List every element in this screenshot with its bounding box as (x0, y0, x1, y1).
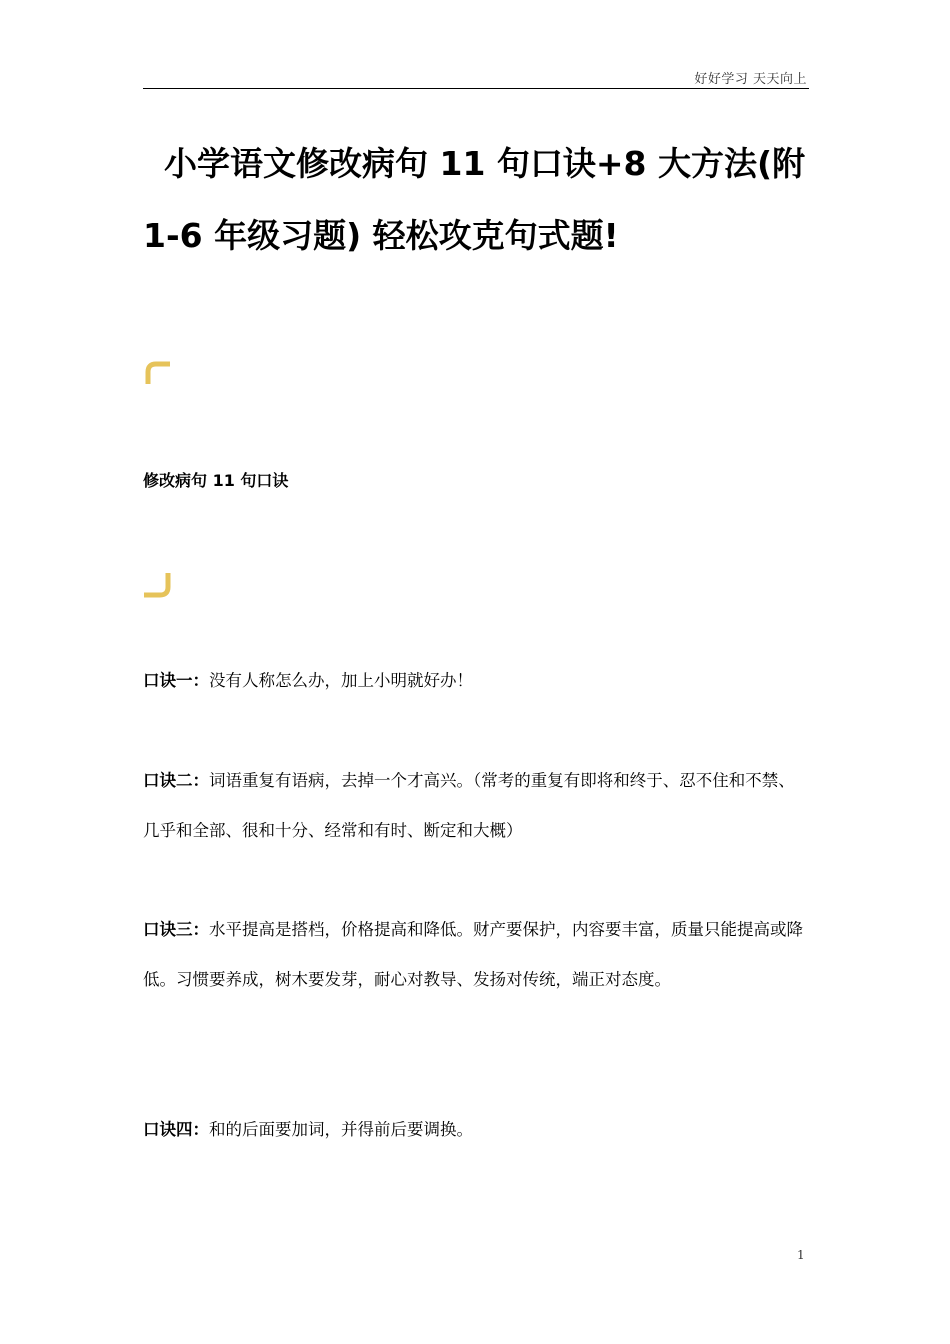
rule-paragraph-4 (143, 1105, 809, 1155)
rule-label-1: 口诀一： (143, 671, 209, 690)
page-title: 小学语文修改病句 11 句口诀+8 大方法(附 1-6 年级习题) 轻松攻克句式题! (143, 144, 806, 255)
corner-bracket-bottom-right-icon (144, 573, 172, 601)
rule-text-1: 没有人称怎么办，加上小明就好办！ (209, 671, 473, 690)
rule-text-3: 水平提高是搭档，价格提高和降低。财产要保护，内容要丰富，质量只能提高或降低。习惯要养成，树木要发芽，耐心对教导、发扬对传统，端正对态度。 (143, 920, 803, 989)
rule-label-3: 口诀三： (143, 920, 209, 939)
rule-text-2: 词语重复有语病，去掉一个才高兴。（常考的重复有即将和终于、忍不住和不禁、几乎和全部、很和十分、经常和有时、断定和大概） (143, 771, 795, 840)
rule-paragraph-1 (143, 656, 809, 706)
section-heading: 修改病句 11 句口诀 (143, 471, 289, 490)
corner-bracket-bottom-right-stroke (144, 573, 168, 595)
corner-bracket-top-left-stroke (148, 364, 170, 384)
header-divider (143, 88, 809, 89)
rule-paragraph-3 (143, 905, 809, 1005)
rule-text-4: 和的后面要加词，并得前后要调换。 (209, 1120, 473, 1139)
rule-label-2: 口诀二： (143, 771, 209, 790)
rule-paragraph-2 (143, 756, 809, 856)
corner-bracket-top-left-icon (144, 360, 170, 384)
header-slogan: 好好学习 天天向上 (694, 72, 807, 87)
page-number: 1 (797, 1248, 805, 1262)
rule-label-4: 口诀四： (143, 1120, 209, 1139)
